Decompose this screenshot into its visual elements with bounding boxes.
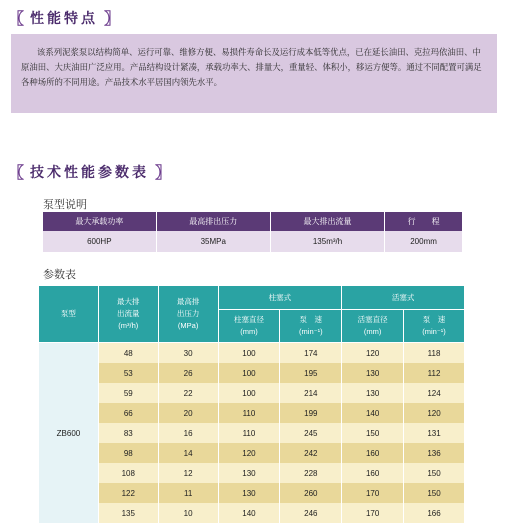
cell-plunger-speed: 260 xyxy=(280,483,342,503)
pump-model-subtitle: 泵型说明 xyxy=(43,199,87,211)
cell-flow: 59 xyxy=(98,383,158,403)
header-plunger-speed xyxy=(280,310,342,343)
cell-pressure: 14 xyxy=(158,443,218,463)
header-plunger-speed-line1: 泵 速 xyxy=(299,315,323,324)
header-flow-line1: 最大排 xyxy=(117,297,140,306)
cell-piston-speed: 120 xyxy=(404,403,465,423)
summary-value-row xyxy=(43,231,462,252)
pump-summary-table xyxy=(43,212,462,252)
cell-pressure: 16 xyxy=(158,423,218,443)
cell-piston-speed: 150 xyxy=(404,483,465,503)
params-subtitle: 参数表 xyxy=(43,269,76,281)
cell-plunger-speed: 246 xyxy=(280,503,342,523)
cell-plunger-speed: 214 xyxy=(280,383,342,403)
cell-plunger-diameter: 100 xyxy=(218,383,280,403)
cell-piston-speed: 166 xyxy=(404,503,465,523)
table-row xyxy=(39,423,465,443)
header-plunger-diameter-line2: (mm) xyxy=(240,327,258,336)
cell-flow: 53 xyxy=(98,363,158,383)
cell-piston-diameter: 120 xyxy=(342,343,404,364)
header-pressure xyxy=(158,286,218,343)
table-row xyxy=(39,503,465,523)
cell-pressure: 30 xyxy=(158,343,218,364)
cell-piston-diameter: 160 xyxy=(342,463,404,483)
cell-piston-diameter: 140 xyxy=(342,403,404,423)
features-description: 该系列泥浆泵以结构简单、运行可靠、维修方便、易损件寿命长及运行成本低等优点，已在延长油田、克拉玛依油田、中原油田、大庆油田广泛应用。产品结构设计紧凑，承载功率大、排量大，重量轻、体积小，移运方便等。通过不同配置可满足各种场所的不同用途。产品技术水平居国内领先水平。 xyxy=(11,34,497,113)
header-piston-diameter-line1: 活塞直径 xyxy=(357,315,388,324)
cell-plunger-speed: 195 xyxy=(280,363,342,383)
table-row xyxy=(39,463,465,483)
header-max-power: 最大承载功率 xyxy=(43,212,156,231)
cell-plunger-diameter: 130 xyxy=(218,463,280,483)
header-piston-speed-line2: (min⁻¹) xyxy=(422,327,446,336)
cell-piston-speed: 136 xyxy=(404,443,465,463)
header-plunger: 柱塞式 xyxy=(218,286,342,310)
header-pressure-line1: 最高排 xyxy=(176,297,200,306)
header-plunger-diameter xyxy=(218,310,280,343)
bracket-open-icon: 〖 xyxy=(8,165,25,182)
cell-plunger-speed: 174 xyxy=(280,343,342,364)
cell-plunger-diameter: 100 xyxy=(218,363,280,383)
cell-piston-speed: 150 xyxy=(404,463,465,483)
cell-plunger-diameter: 130 xyxy=(218,483,280,503)
cell-piston-speed: 112 xyxy=(404,363,465,383)
params-header-row-1 xyxy=(39,286,465,310)
cell-piston-diameter: 170 xyxy=(342,483,404,503)
cell-plunger-speed: 245 xyxy=(280,423,342,443)
cell-flow: 66 xyxy=(98,403,158,423)
specs-title: 技术性能参数表 xyxy=(30,163,150,180)
cell-flow: 108 xyxy=(98,463,158,483)
cell-pressure: 26 xyxy=(158,363,218,383)
value-stroke: 200mm xyxy=(385,231,462,252)
cell-pressure: 10 xyxy=(158,503,218,523)
table-row xyxy=(39,363,465,383)
cell-plunger-speed: 242 xyxy=(280,443,342,463)
cell-piston-speed: 131 xyxy=(404,423,465,443)
cell-piston-diameter: 130 xyxy=(342,383,404,403)
cell-piston-diameter: 160 xyxy=(342,443,404,463)
cell-flow: 48 xyxy=(98,343,158,364)
table-row xyxy=(39,383,465,403)
header-max-pressure: 最高排出压力 xyxy=(156,212,270,231)
header-piston-speed xyxy=(404,310,465,343)
cell-plunger-diameter: 140 xyxy=(218,503,280,523)
cell-piston-speed: 118 xyxy=(404,343,465,364)
cell-plunger-diameter: 110 xyxy=(218,403,280,423)
header-flow-line3: (m³/h) xyxy=(118,321,139,330)
params-table xyxy=(38,285,465,523)
section-title-specs xyxy=(8,160,171,183)
params-body xyxy=(39,343,465,524)
cell-flow: 122 xyxy=(98,483,158,503)
value-max-flow: 135m³/h xyxy=(270,231,384,252)
bracket-close-icon: 〗 xyxy=(104,11,121,28)
header-piston: 活塞式 xyxy=(342,286,465,310)
table-row xyxy=(39,403,465,423)
header-pressure-line2: 出压力 xyxy=(176,309,200,318)
header-piston-speed-line1: 泵 速 xyxy=(422,315,446,324)
section-title-features xyxy=(8,6,120,29)
cell-pressure: 12 xyxy=(158,463,218,483)
header-model: 泵型 xyxy=(39,286,99,343)
cell-plunger-speed: 199 xyxy=(280,403,342,423)
bracket-open-icon: 〖 xyxy=(8,11,25,28)
bracket-close-icon: 〗 xyxy=(155,165,172,182)
summary-header-row xyxy=(43,212,462,231)
cell-piston-diameter: 170 xyxy=(342,503,404,523)
table-row xyxy=(39,443,465,463)
header-plunger-speed-line2: (min⁻¹) xyxy=(299,327,323,336)
header-max-flow: 最大排出流量 xyxy=(270,212,384,231)
model-cell: ZB600 xyxy=(39,343,99,524)
header-plunger-diameter-line1: 柱塞直径 xyxy=(233,315,264,324)
value-max-power: 600HP xyxy=(43,231,156,252)
cell-plunger-speed: 228 xyxy=(280,463,342,483)
cell-piston-diameter: 150 xyxy=(342,423,404,443)
value-max-pressure: 35MPa xyxy=(156,231,270,252)
cell-pressure: 20 xyxy=(158,403,218,423)
cell-pressure: 22 xyxy=(158,383,218,403)
cell-flow: 98 xyxy=(98,443,158,463)
header-piston-diameter-line2: (mm) xyxy=(363,327,382,336)
header-piston-diameter xyxy=(342,310,404,343)
table-row xyxy=(39,343,465,364)
cell-piston-diameter: 130 xyxy=(342,363,404,383)
cell-flow: 135 xyxy=(98,503,158,523)
cell-plunger-diameter: 110 xyxy=(218,423,280,443)
cell-piston-speed: 124 xyxy=(404,383,465,403)
header-stroke: 行 程 xyxy=(385,212,462,231)
table-row xyxy=(39,483,465,503)
cell-pressure: 11 xyxy=(158,483,218,503)
header-flow-line2: 出流量 xyxy=(117,309,140,318)
cell-plunger-diameter: 120 xyxy=(218,443,280,463)
cell-flow: 83 xyxy=(98,423,158,443)
features-title: 性能特点 xyxy=(30,9,99,26)
header-pressure-line3: (MPa) xyxy=(177,321,199,330)
cell-plunger-diameter: 100 xyxy=(218,343,280,364)
header-flow xyxy=(98,286,158,343)
